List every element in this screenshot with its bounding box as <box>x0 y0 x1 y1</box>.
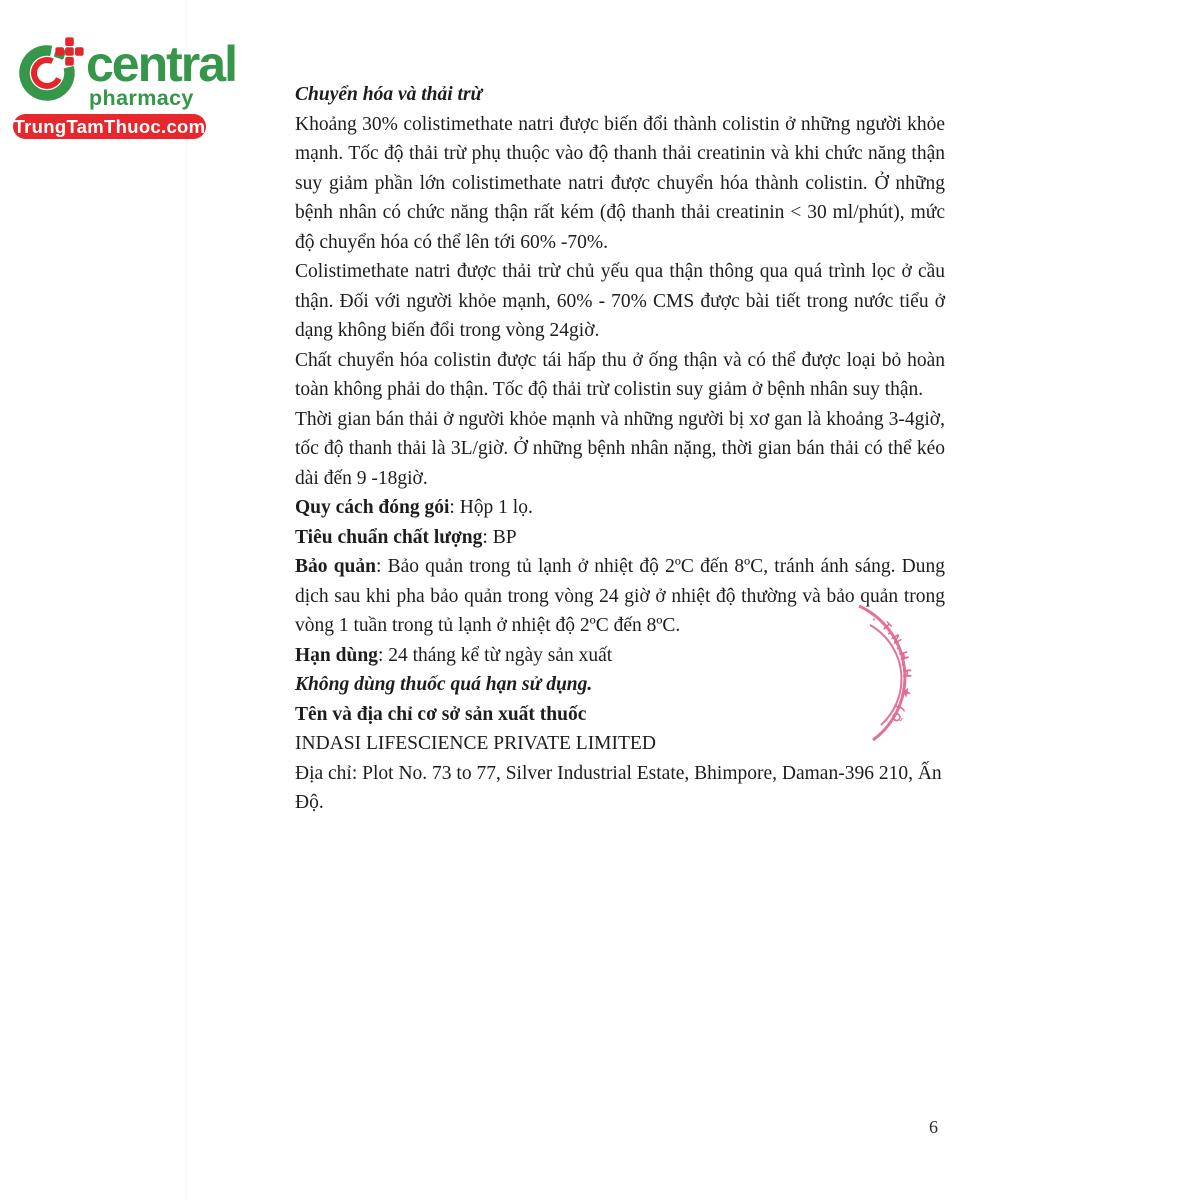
section-packaging-label: Quy cách đóng gói <box>295 497 450 518</box>
paragraph-metabolism-1: Khoảng 30% colistimethate natri được biến đổi thành colistin ở những người khỏe mạnh. Tốc độ thải trừ phụ thuộc vào độ thanh thải creatinin và khi chức năng thận suy giảm phần lớn colistimethate natri được chuyển hóa thành colistin. Ở những bệnh nhân có chức năng thận rất kém (độ thanh thải creatinin < 30 ml/phút), mức độ chuyển hóa có thể lên tới 60% -70%. <box>295 113 945 253</box>
company-stamp-text: . T.N.H.H ★ (Ồ <box>870 610 915 727</box>
manufacturer-name: INDASI LIFESCIENCE PRIVATE LIMITED <box>295 733 656 754</box>
page-number: 6 <box>929 1117 938 1137</box>
central-pharmacy-logo <box>13 33 236 141</box>
section-quality-standard-value: : BP <box>482 526 517 548</box>
manufacturer-address: Địa chỉ: Plot No. 73 to 77, Silver Industrial Estate, Bhimpore, Daman-396 210, Ấn Độ. <box>295 762 942 813</box>
expiry-warning: Không dùng thuốc quá hạn sử dụng. <box>295 674 593 695</box>
section-heading-metabolism: Chuyển hóa và thải trừ <box>295 84 483 105</box>
section-quality-standard-label: Tiêu chuẩn chất lượng <box>295 526 483 548</box>
logo-brand-text: central <box>86 36 236 92</box>
manufacturer-heading: Tên và địa chỉ cơ sở sản xuất thuốc <box>295 703 587 725</box>
section-shelf-life-value: : 24 tháng kể từ ngày sản xuất <box>377 644 613 666</box>
section-quality-standard <box>295 523 945 553</box>
central-pharmacy-logo-icon <box>15 36 85 108</box>
section-packaging <box>295 493 945 523</box>
section-storage-value: : Bảo quản trong tủ lạnh ở nhiệt độ 2ºC đến 8ºC, tránh ánh sáng. Dung dịch sau khi pha bảo quản trong vòng 24 giờ ở nhiệt độ thường và bảo quản trong vòng 1 tuần trong tủ lạnh ở nhiệt độ 2ºC đến 8ºC. <box>295 556 945 636</box>
company-stamp-icon <box>845 601 927 743</box>
paragraph-metabolism-2: Colistimethate natri được thải trừ chủ yếu qua thận thông qua quá trình lọc ở cầu thận. Đối với người khỏe mạnh, 60% - 70% CMS được bài tiết trong nước tiểu ở dạng không biến đổi trong vòng 24giờ. <box>295 261 945 341</box>
section-shelf-life-label: Hạn dùng <box>295 644 378 666</box>
paragraph-metabolism-3: Chất chuyển hóa colistin được tái hấp thu ở ống thận và có thể được loại bỏ hoàn toàn không phải do thận. Tốc độ thải trừ colistin suy giảm ở bệnh nhân suy thận. <box>295 349 945 400</box>
paragraph-metabolism-4: Thời gian bán thải ở người khỏe mạnh và những người bị xơ gan là khoảng 3-4giờ, tốc độ thanh thải là 3L/giờ. Ở những bệnh nhân nặng, thời gian bán thải có thể kéo dài đến 9 -18giờ. <box>295 408 945 489</box>
section-packaging-value: : Hộp 1 lọ. <box>449 497 533 518</box>
logo-tagline-text: pharmacy <box>89 86 194 110</box>
section-storage-label: Bảo quản <box>295 556 376 577</box>
scan-seam <box>186 0 187 1200</box>
logo-website-banner: TrungTamThuoc.com <box>13 114 206 139</box>
